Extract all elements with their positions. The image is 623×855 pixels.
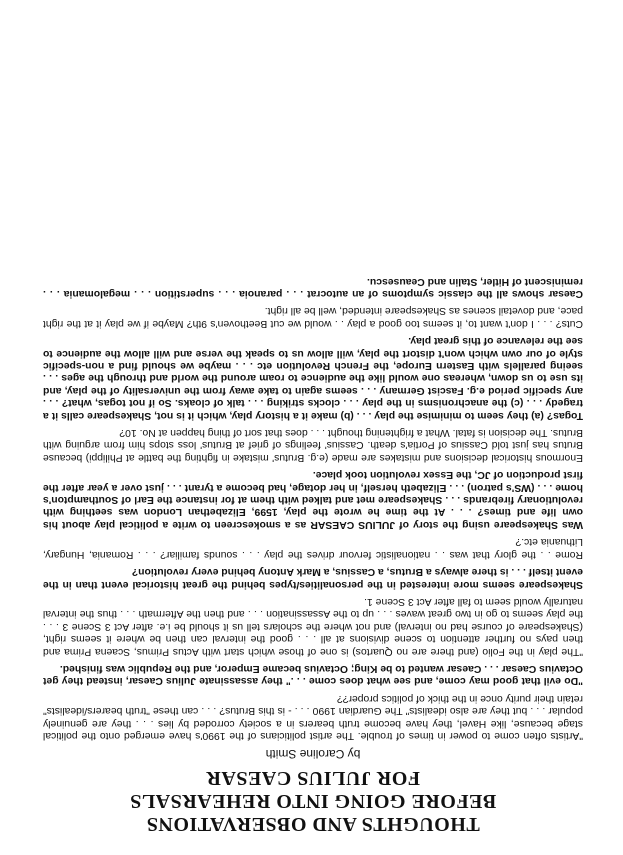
page-content bbox=[43, 20, 583, 835]
paragraph-togas: Togas? (a) they seem to minimise the play . . . (b) make it a history play, which it is not, Shakespeare calls it a tragedy . . . (c) the anachronisms in the play . . . clocks striking . . . talk of cloaks. So if not togas, what? . . . any specific period e.g. Fascist Germany . . . seems again to take away from the universality of the play, and its use to us down, whereas one would like the audience to roam around the world and through the ages . . . seeing parallels with Eastern Europe, the French Revolution etc . . . maybe we should find a non-specific style of our own which won't distort the play, will allow us to speak the verse and will allow the audience to see the relevance of this great play. bbox=[43, 335, 583, 421]
byline: by Caroline Smith bbox=[265, 747, 361, 761]
paragraph-smokescreen: Was Shakespeare using the story of JULIUS CAESAR as a smokescreen to write a political play about his own life and times? . . . At the time he wrote the play, 1599, Elizabethan London was seething with revolutionary firebrands . . . Shakespeare met and talked with them at for instance the Earl of Southampton's home . . . (WS's patron) . . . Elizabeth herself, in her dotage, had become a tyrant . . . just over a year after the first production of JC, the Essex revolution took place. bbox=[43, 469, 583, 530]
paragraph-caesar-autocrat: Caesar shows all the classic symptoms of an autocrat . . . paranoia . . . superstition . . . megalomania . . . reminiscent of Hitler, Stalin and Ceausescu. bbox=[43, 275, 583, 299]
paragraph-personalities: Shakespeare seems more interested in the personalities/types behind the great historical event than in the event itself . . . is there always a Brutus, a Cassius, a Mark Antony behind every revolution? bbox=[43, 566, 583, 590]
paragraph-cuts: Cuts? . . . I don't want to, it seems too good a play . . would we cut Beethoven's 9th? Maybe if we play it at the right pace, and dovetail scenes as Shakespeare intended, well be all right. bbox=[43, 305, 583, 329]
paragraph-rome-glory: Rome . . the glory that was . . nationalistic fervour drives the play . . . sounds familiar? . . . Romania, Hungary, Lithuania etc.? bbox=[43, 536, 583, 560]
title-line-2: BEFORE GOING INTO REHEARSALS bbox=[129, 790, 497, 812]
paragraph-folio-interval: "The play in the Folio (and there are no Quartos) is one of those which start with Actus Primus, Scaena Prima and then pays no further attention to scene divisions at all . . . good the interval can then be where it seems right, (Shakespeare of course had no interval) and not where the scholars tell us it should be i.e. after Act 3 Scene 3 . . . the play seems to go in two great waves . . . up to the Assassination . . . and then the Aftermath . . . thus the interval naturally would seem to fall after Act 3 Scene 1. bbox=[43, 595, 583, 657]
paragraph-artists-in-power: "Artists often come to power in times of trouble. The artist politicians of the 1990's have emerged onto the political stage because, like Havel, they have become truth bearers in a society corroded by lies . . . they are genuinely popular . . . but they are also idealists" The Guardian 1990 . . . - is this Brutus? . . . can these "truth bearers/idealists" retain their purity once in the thick of politics proper?? bbox=[43, 692, 583, 741]
paragraph-historical-decisions: Enormous historical decisions and mistakes are made (e.g. Brutus' mistake in fighting the battle at Philippi) because Brutus has just told Cassius of Portia's death. Cassius' feelings of grief at Brutus' loss stops him from arguing with Brutus. The decision is fatal. What a frightening thought . . . does that sort of thing happen at No. 10? bbox=[43, 427, 583, 463]
title-line-1: THOUGHTS AND OBSERVATIONS bbox=[146, 813, 480, 835]
title-line-3: FOR JULIUS CAESAR bbox=[205, 767, 421, 789]
paragraph-do-evil: "Do evil that good may come, and see what does come . . ." they assassinate Julius Caesar, instead they get Octavius Caesar . . . Caesar wanted to be King; Octavius became Emperor, and the Republic was finished. bbox=[43, 662, 583, 687]
